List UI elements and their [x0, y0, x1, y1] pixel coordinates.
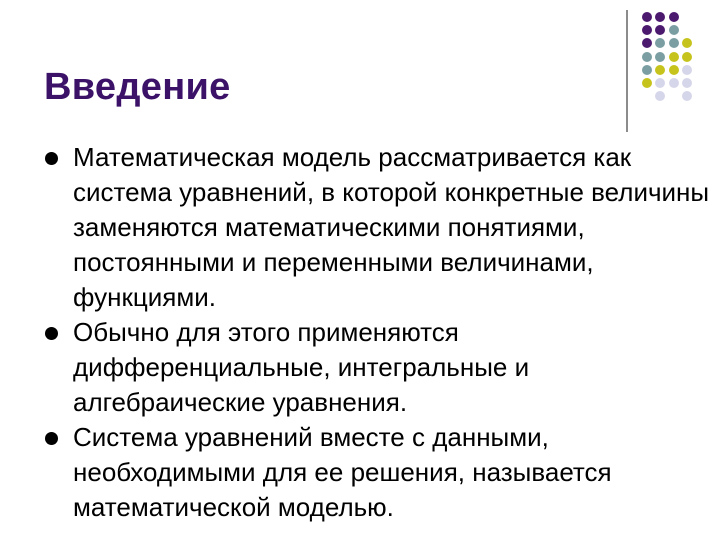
decorative-dot [655, 91, 665, 101]
bullet-dot-icon [45, 327, 58, 340]
bullet-item [44, 420, 716, 525]
decorative-dot [642, 25, 652, 35]
decorative-dot [655, 52, 665, 62]
decorative-dot [682, 91, 692, 101]
decorative-dot [655, 25, 665, 35]
bullet-text: Обычно для этого применяются дифференциальные, интегральные и алгебраические уравнения. [73, 317, 530, 417]
decorative-dot [655, 78, 665, 88]
decorative-dot [682, 52, 692, 62]
decorative-dot [655, 65, 665, 75]
vertical-divider [626, 10, 628, 132]
bullet-item [44, 315, 716, 420]
slide-title: Введение [44, 66, 231, 108]
decorative-dot [669, 78, 679, 88]
decorative-dot [669, 65, 679, 75]
bullet-list [44, 140, 716, 525]
decorative-dot [642, 38, 652, 48]
decorative-dot [642, 52, 652, 62]
bullet-text: Математическая модель рассматривается как система уравнений, в которой конкретные величины заменяются математическими понятиями, постоянными и переменными величинами, функциями. [73, 142, 710, 312]
decorative-dot [682, 65, 692, 75]
decorative-dot [669, 52, 679, 62]
decorative-dot [655, 12, 665, 22]
decorative-dot [669, 25, 679, 35]
decorative-dot [655, 38, 665, 48]
decorative-dot [642, 78, 652, 88]
decorative-dot [669, 12, 679, 22]
bullet-item [44, 140, 716, 315]
decorative-dot [682, 78, 692, 88]
decorative-dot [642, 12, 652, 22]
bullet-dot-icon [45, 152, 58, 165]
bullet-text: Система уравнений вместе с данными, необходимыми для ее решения, называется математической моделью. [73, 422, 612, 522]
bullet-dot-icon [45, 432, 58, 445]
decorative-dot [669, 38, 679, 48]
decorative-dot [682, 38, 692, 48]
decorative-dot [642, 65, 652, 75]
